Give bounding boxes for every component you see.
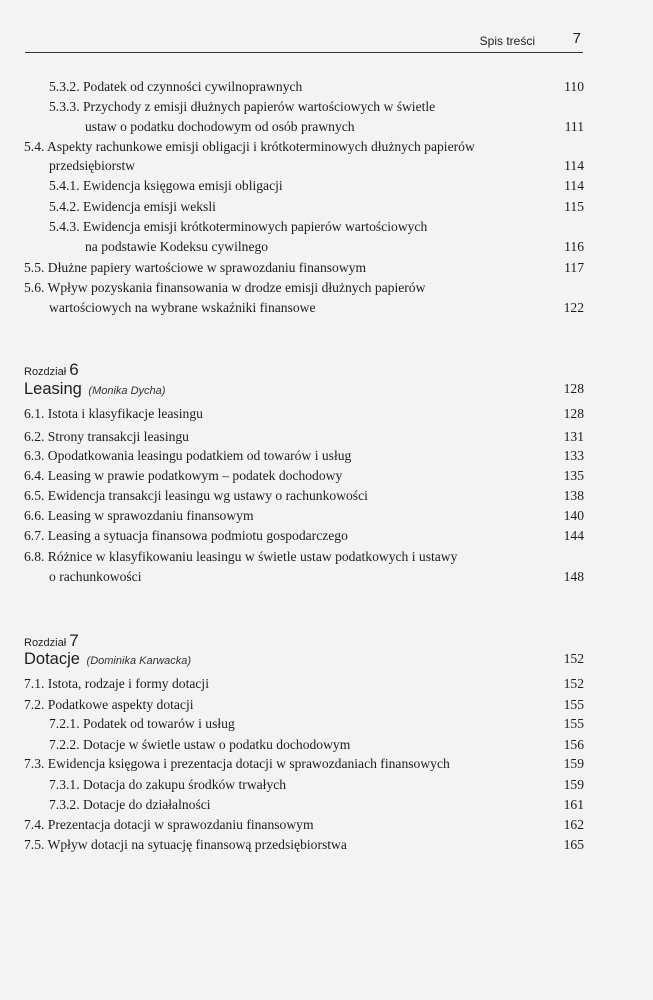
toc-entry-title: 7.5. Wpływ dotacji na sytuację finansową przedsiębiorstwa	[24, 837, 347, 852]
toc-entry-title: 5.3.3. Przychody z emisji dłużnych papierów wartościowych w świetle	[49, 99, 436, 114]
toc-entry-title: o rachunkowości	[49, 569, 142, 584]
toc-entry-page: 140	[563, 508, 584, 523]
chapter-7-title: Dotacje (Dominika Karwacka) 152	[24, 650, 584, 668]
chapter-7-label: Rozdział 7	[24, 631, 79, 650]
toc-entry-title: 5.6. Wpływ pozyskania finansowania w drodze emisji dłużnych papierów	[24, 280, 426, 295]
chapter-6-title: Leasing (Monika Dycha) 128	[24, 380, 584, 398]
toc-entry-page: 155	[563, 716, 584, 731]
toc-entry-page: 131	[563, 429, 584, 444]
toc-entry-title: 6.8. Różnice w klasyfikowaniu leasingu w świetle ustaw podatkowych i ustawy	[24, 549, 458, 564]
toc-entry-title: 5.4. Aspekty rachunkowe emisji obligacji i krótkoterminowych dłużnych papierów	[24, 139, 475, 154]
toc-entry-title: 6.7. Leasing a sytuacja finansowa podmiotu gospodarczego	[24, 528, 348, 543]
toc-entry-title: 7.2.2. Dotacje w świetle ustaw o podatku dochodowym	[49, 737, 351, 752]
toc-entry-page: 162	[563, 817, 584, 832]
toc-entry-page: 122	[563, 300, 584, 315]
toc-entry-title: 5.4.3. Ewidencja emisji krótkoterminowych papierów wartościowych	[49, 219, 428, 234]
toc-entry-title: 7.3.2. Dotacje do działalności	[49, 797, 211, 812]
toc-entry-page: 110	[564, 79, 584, 94]
toc-entry-title: 5.5. Dłużne papiery wartościowe w sprawozdaniu finansowym	[24, 260, 367, 275]
toc-entry-page: 115	[564, 199, 584, 214]
toc-entry-page: 155	[563, 697, 584, 712]
toc-entry-title: ustaw o podatku dochodowym od osób prawnych	[85, 119, 355, 134]
toc-entry-title: 5.3.2. Podatek od czynności cywilnoprawnych	[49, 79, 303, 94]
toc-entry-title: 7.2. Podatkowe aspekty dotacji	[24, 697, 194, 712]
toc-entry-page: 128	[563, 406, 584, 421]
toc-entry-page: 159	[563, 756, 584, 771]
toc-entry-title: 7.1. Istota, rodzaje i formy dotacji	[24, 676, 209, 691]
toc-entry-page: 114	[564, 158, 584, 173]
toc-entry-title: 6.6. Leasing w sprawozdaniu finansowym	[24, 508, 254, 523]
toc-entry-page: 159	[563, 777, 584, 792]
toc-entry-page: 165	[563, 837, 584, 852]
page-number: 7	[572, 30, 581, 47]
running-title: Spis treści	[479, 34, 535, 48]
toc-entry-page: 133	[563, 448, 584, 463]
toc-entry-page: 116	[564, 239, 584, 254]
toc-entry-title: przedsiębiorstw	[49, 158, 136, 173]
running-header	[25, 30, 583, 53]
toc-entry-page: 114	[564, 178, 584, 193]
toc-entry-page: 135	[563, 468, 584, 483]
toc-entry-page: 148	[563, 569, 584, 584]
toc-entry-title: 7.2.1. Podatek od towarów i usług	[49, 716, 235, 731]
toc-entry-title: 6.1. Istota i klasyfikacje leasingu	[24, 406, 203, 421]
toc-entry-page: 117	[564, 260, 584, 275]
chapter-6-label: Rozdział 6	[24, 360, 79, 379]
toc-entry-page: 152	[563, 676, 584, 691]
toc-entry-title: 6.5. Ewidencja transakcji leasingu wg ustawy o rachunkowości	[24, 488, 368, 503]
toc-entry-title: 7.3.1. Dotacja do zakupu środków trwałych	[49, 777, 287, 792]
toc-entry-page: 144	[563, 528, 584, 543]
toc-entry-page: 161	[563, 797, 584, 812]
toc-entry-title: na podstawie Kodeksu cywilnego	[85, 239, 269, 254]
chapter-7-page: 152	[563, 651, 584, 666]
toc-entry-title: 5.4.1. Ewidencja księgowa emisji obligacji	[49, 178, 283, 193]
toc-entry-title: 7.4. Prezentacja dotacji w sprawozdaniu finansowym	[24, 817, 314, 832]
toc-entry-title: 6.2. Strony transakcji leasingu	[24, 429, 189, 444]
toc-entry-title: 7.3. Ewidencja księgowa i prezentacja dotacji w sprawozdaniach finansowych	[24, 756, 450, 771]
toc-entry-title: 5.4.2. Ewidencja emisji weksli	[49, 199, 216, 214]
chapter-6-page: 128	[563, 381, 584, 396]
toc-entry-page: 156	[563, 737, 584, 752]
toc-entry-title: 6.4. Leasing w prawie podatkowym – podatek dochodowy	[24, 468, 343, 483]
toc-entry-title: 6.3. Opodatkowania leasingu podatkiem od towarów i usług	[24, 448, 352, 463]
toc-entry-title: wartościowych na wybrane wskaźniki finansowe	[49, 300, 316, 315]
toc-entry-page: 111	[564, 119, 584, 134]
toc-entry-page: 138	[563, 488, 584, 503]
